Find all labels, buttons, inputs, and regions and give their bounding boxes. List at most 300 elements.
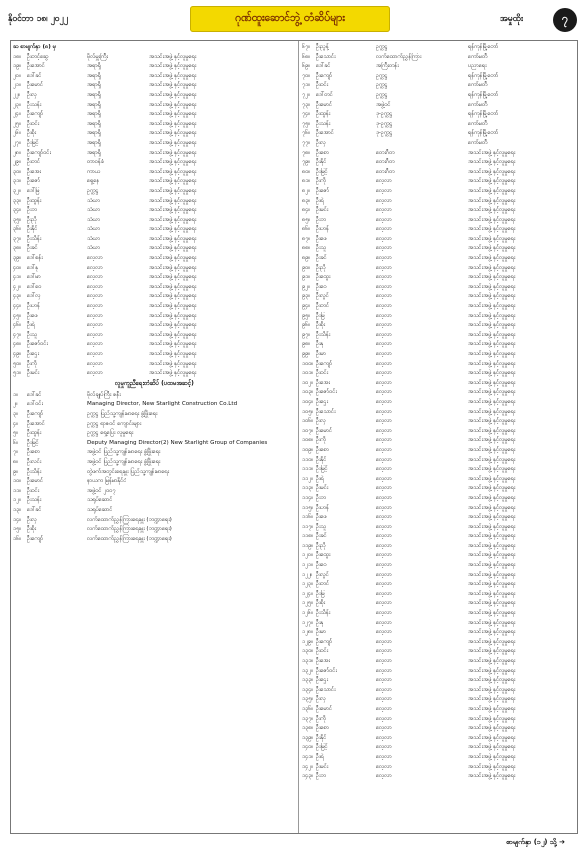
awardee-name: ဦးဖေ: [316, 514, 327, 521]
awardee-row: [302, 321, 575, 331]
awardee-organization: အသင်းအဖွဲ့ နှင့်လူမှုရေး: [468, 159, 516, 166]
awardee-name: ဦးကျော်ဝင်း: [27, 149, 51, 156]
awardee-name: ဦးဟန်: [27, 303, 40, 310]
entry-number: ၁၆။: [13, 535, 21, 542]
awardee-row: [302, 225, 575, 235]
awardee-row: [302, 484, 575, 494]
right-awardee-list: [302, 43, 575, 782]
awardee-name: ဦးခင်: [316, 533, 327, 540]
awardee-organization: အသင်းအဖွဲ့ နှင့်လူမှုရေး: [468, 456, 516, 463]
entry-number: ၁၄၃။: [302, 773, 314, 780]
award-entry: [13, 439, 296, 449]
awardee-title: လေ့လာ: [376, 456, 392, 463]
awardee-name: ဦးဝင်း: [316, 370, 329, 377]
awardee-description: ဥက္ကဋ္ဌ ပြည်သူ့ကျန်းမာရေး ဖွံ့ဖြိုးရေး: [87, 410, 158, 417]
awardee-row: [302, 695, 575, 705]
entry-number: ၈၂။: [302, 187, 310, 194]
awardee-description: လက်ထောက်ညွှန်ကြားရေးမှူး (ဘဏ္ဍာရေး): [87, 526, 172, 533]
awardee-row: [302, 551, 575, 561]
entry-number: ၁၁၈။: [302, 533, 314, 540]
awardee-title: အရာရှိ: [87, 82, 101, 89]
awardee-row: [13, 292, 296, 302]
entry-number: ၁၉။: [13, 63, 21, 70]
entry-number: ၁၂၈။: [302, 629, 313, 636]
awardee-name: ဦးကို: [316, 715, 326, 722]
awardee-name: ဦးလင်း: [27, 458, 42, 465]
awardee-title: အဖွဲ့ဝင်: [376, 101, 391, 108]
awardee-name: ဒေါ်ခင်: [316, 63, 331, 70]
awardee-row: [302, 724, 575, 734]
awardee-title: လေ့လာ: [376, 658, 392, 664]
awardee-title: လေ့လာ: [376, 571, 392, 578]
awardee-organization: အသင်းအဖွဲ့ နှင့်လူမှုရေး: [468, 360, 516, 367]
awardee-organization: အသင်းအဖွဲ့ နှင့်လူမှုရေး: [149, 63, 197, 70]
awardee-organization: အသင်းအဖွဲ့ နှင့်လူမှုရေး: [149, 226, 197, 233]
awardee-organization: အသင်းအဖွဲ့ နှင့်လူမှုရေး: [468, 533, 516, 540]
awardee-organization: အသင်းအဖွဲ့ နှင့်လူမှုရေး: [149, 139, 197, 146]
awardee-title: လေ့လာ: [376, 274, 392, 281]
awardee-title: လေ့လာ: [376, 744, 392, 751]
awardee-name: ဦးတင်: [316, 581, 330, 588]
awardee-title: လေ့လာ: [376, 370, 392, 377]
awardee-name: ဦးဝင်း: [27, 487, 40, 494]
awardee-row: [13, 110, 296, 120]
issue-date: နိုဝင်ဘာ ၁၈၊ ၂၀၂၂: [8, 14, 68, 24]
entry-number: ၄၈။: [13, 341, 22, 348]
awardee-name: ဦးထွေး: [316, 552, 331, 559]
entry-number: ၂၆။: [13, 130, 21, 137]
entry-number: ၂၅။: [13, 120, 21, 127]
entry-number: ၁၂၃။: [302, 581, 313, 588]
awardee-name: ဦးနိုင်: [316, 734, 327, 741]
awardee-title: တေးဂီတ: [376, 159, 395, 166]
entry-number: ၄၃။: [13, 293, 21, 300]
awardee-title: သံဃာ: [87, 207, 101, 214]
awardee-row: [13, 340, 296, 350]
awardee-name: ဦးမင်း: [316, 763, 329, 770]
entry-number: ၆၈။: [302, 53, 311, 60]
awardee-description: Managing Director, New Starlight Construction Co.Ltd: [87, 401, 238, 408]
entry-number: ၈၅။: [302, 216, 311, 223]
awardee-organization: အသင်းအဖွဲ့ နှင့်လူမှုရေး: [468, 744, 516, 751]
awardee-name: ဦးမြင့်: [316, 466, 328, 473]
entry-number: ၈၄။: [302, 207, 311, 214]
entry-number: ၃၀။: [13, 168, 21, 175]
entry-number: ၉၇။: [302, 331, 310, 338]
awardee-row: [302, 331, 575, 341]
left-award-entries: [13, 391, 296, 545]
awardee-name: ဒေါ်ခင်: [27, 72, 42, 79]
awardee-name: ဦးအေး: [27, 168, 41, 175]
awardee-name: ဦးကျော်: [27, 410, 44, 417]
awardee-name: ဦးမောင်: [316, 427, 333, 434]
award-entry: [13, 458, 296, 468]
awardee-name: ဦးဌေး: [27, 351, 40, 357]
awardee-name: ဦးစော: [316, 725, 330, 732]
awardee-row: [302, 292, 575, 302]
awardee-organization: အသင်းအဖွဲ့ နှင့်လူမှုရေး: [468, 600, 516, 607]
award-entry: [13, 400, 296, 410]
awardee-organization: ပညာရေး: [468, 63, 487, 70]
awardee-name: ဦးသောင်း: [316, 408, 336, 415]
awardee-row: [13, 302, 296, 312]
awardee-organization: အသင်းအဖွဲ့ နှင့်လူမှုရေး: [468, 629, 516, 636]
awardee-row: [13, 206, 296, 216]
awardee-name: ဦးဌေး: [316, 398, 329, 405]
awardee-title: လေ့လာ: [376, 408, 392, 415]
awardee-row: [302, 456, 575, 466]
entry-number: ၉၁။: [302, 274, 310, 281]
awardee-organization: အသင်းအဖွဲ့ နှင့်လူမှုရေး: [468, 446, 516, 453]
awardee-name: ဦးလွင်: [316, 293, 329, 300]
awardee-organization: အသင်းအဖွဲ့ နှင့်လူမှုရေး: [468, 245, 516, 252]
awardee-organization: အသင်းအဖွဲ့ နှင့်လူမှုရေး: [468, 610, 516, 617]
awardee-name: ဦးနု: [316, 619, 324, 626]
awardee-row: [302, 561, 575, 571]
left-column: [13, 43, 296, 544]
awardee-title: လေ့လာ: [376, 600, 392, 607]
awardee-organization: အသင်းအဖွဲ့ နှင့်လူမှုရေး: [468, 773, 516, 780]
awardee-organization: အသင်းအဖွဲ့ နှင့်လူမှုရေး: [149, 197, 197, 204]
entry-number: ၂၈။: [13, 149, 21, 156]
awardee-name: ဦးဇော်: [27, 178, 41, 185]
awardee-name: ဦးလှ: [316, 139, 326, 146]
awardee-organization: အသင်းအဖွဲ့ နှင့်လူမှုရေး: [468, 494, 516, 501]
awardee-organization: အသင်းအဖွဲ့ နှင့်လူမှုရေး: [149, 245, 197, 252]
awardee-row: [302, 158, 575, 168]
page-title-banner: ဂုဏ်ထူးဆောင်ဘွဲ့ တံဆိပ်များ: [190, 6, 390, 32]
entry-number: ၁၄။: [13, 516, 21, 523]
awardee-name: ဦးလှ: [27, 91, 37, 98]
awardee-name: ဦးဘ: [316, 216, 326, 223]
awardee-organization: အသင်းအဖွဲ့ နှင့်လူမှုရေး: [468, 581, 516, 588]
awardee-description: ဗိုလ်ချုပ်ကြီး ဇနီး: [87, 391, 121, 398]
awardee-name: ဦးအောင်: [27, 63, 45, 70]
awardee-organization: အသင်းအဖွဲ့ နှင့်လူမှုရေး: [149, 235, 197, 242]
awardee-name: ဦးမြင့်: [27, 139, 39, 146]
awardee-title: လေ့လာ: [376, 293, 392, 300]
awardee-organization: အသင်းအဖွဲ့ နှင့်လူမှုရေး: [149, 178, 197, 185]
awardee-row: [302, 273, 575, 283]
awardee-row: [302, 599, 575, 609]
entry-number: ၅။: [13, 430, 18, 437]
awardee-organization: အသင်းအဖွဲ့ နှင့်လူမှုရေး: [149, 341, 197, 348]
awardee-name: ဦးဘ: [27, 207, 37, 214]
awardee-title: လေ့လာ: [87, 293, 103, 300]
awardee-row: [13, 321, 296, 331]
awardee-row: [302, 763, 575, 773]
entry-number: ၁၂၂။: [302, 571, 313, 578]
entry-number: ၂။: [13, 401, 18, 408]
awardee-row: [302, 388, 575, 398]
award-entry: [13, 487, 296, 497]
entry-number: ၁၁၅။: [302, 504, 314, 511]
awardee-title: လေ့လာ: [376, 351, 392, 357]
awardee-organization: အသင်းအဖွဲ့ နှင့်လူမှုရေး: [468, 264, 516, 271]
entry-number: ၁၂၅။: [302, 600, 313, 607]
awardee-organization: အသင်းအဖွဲ့ နှင့်လူမှုရေး: [468, 283, 516, 290]
awardee-organization: အသင်းအဖွဲ့ နှင့်လူမှုရေး: [149, 130, 197, 137]
entry-number: ၁၁၃။: [302, 485, 314, 492]
awardee-row: [13, 120, 296, 130]
awardee-title: လေ့လာ: [376, 677, 392, 684]
awardee-title: လေ့လာ: [376, 389, 392, 396]
awardee-name: ဦးသူ: [316, 245, 326, 252]
awardee-organization: အသင်းအဖွဲ့ နှင့်လူမှုရေး: [468, 312, 516, 319]
awardee-name: ဦးသန်း: [27, 101, 42, 108]
awardee-title: လေ့လာ: [376, 226, 392, 233]
awardee-name: ဦးသိန်း: [316, 610, 331, 617]
awardee-organization: အသင်းအဖွဲ့ နှင့်လူမှုရေး: [468, 590, 516, 597]
awardee-description: သရုပ်ဆောင်: [87, 506, 113, 513]
awardee-row: [302, 408, 575, 418]
entry-number: ၄၀။: [13, 264, 21, 271]
awardee-organization: အသင်းအဖွဲ့ နှင့်လူမှုရေး: [149, 283, 197, 290]
awardee-name: ဦးကျော်: [316, 72, 333, 79]
awardee-name: ဦးစော: [316, 149, 330, 156]
awardee-row: [302, 542, 575, 552]
awardee-organization: အသင်းအဖွဲ့ နှင့်လူမှုရေး: [468, 763, 516, 770]
awardee-name: ဦးတင့်ဆွေ: [27, 53, 49, 60]
awardee-title: လေ့လာ: [376, 207, 392, 214]
awardee-row: [302, 283, 575, 293]
awardee-name: ဦးလှ: [27, 516, 37, 523]
awardee-row: [13, 369, 296, 379]
awardee-name: ဦးသိန်း: [316, 331, 331, 338]
awardee-row: [13, 72, 296, 82]
awardee-organization: အသင်းအဖွဲ့ နှင့်လူမှုရေး: [468, 552, 516, 559]
awardee-organization: ရန်ကုန်မြို့တော်: [468, 130, 499, 137]
awardee-name: ဦးနိုင်: [27, 226, 38, 233]
awardee-name: ဦးဇော်ဝင်း: [316, 667, 337, 674]
awardee-title: လေ့လာ: [376, 705, 392, 712]
awardee-title: တာဝန်ခံ: [87, 159, 104, 166]
entry-number: ၁၅။: [13, 526, 21, 533]
awardee-title: လေ့လာ: [376, 466, 392, 473]
awardee-title: ဥက္ကဋ္ဌ: [87, 187, 99, 194]
awardee-title: လေ့လာ: [376, 590, 392, 597]
awardee-title: သံဃာ: [87, 226, 101, 233]
awardee-title: အရာရှိ: [87, 139, 101, 146]
entry-number: ၄၉။: [13, 351, 21, 357]
awardee-organization: အသင်းအဖွဲ့ နှင့်လူမှုရေး: [468, 475, 516, 482]
awardee-name: ဦးမာ: [316, 629, 327, 636]
awardee-organization: အသင်းအဖွဲ့ နှင့်လူမှုရေး: [149, 351, 197, 357]
awardee-name: ဦးထွေး: [316, 274, 331, 281]
awardee-title: အရာရှိ: [87, 111, 101, 118]
awardee-name: ဦးဝင်း: [316, 648, 329, 655]
entry-number: ၆။: [13, 439, 18, 446]
awardee-name: ဦးဘ: [316, 494, 326, 501]
awardee-row: [302, 360, 575, 370]
awardee-title: တေးဂီတ: [376, 149, 395, 156]
awardee-row: [13, 283, 296, 293]
awardee-organization: အသင်းအဖွဲ့ နှင့်လူမှုရေး: [468, 542, 516, 549]
awardee-name: ဒေါ်မြ: [27, 187, 40, 194]
awardee-name: ဦးဝေ: [316, 283, 327, 290]
right-column: [302, 43, 575, 782]
awardee-row: [302, 590, 575, 600]
awardee-name: ဦးသောင်း: [316, 686, 336, 693]
awardee-row: [302, 427, 575, 437]
awardee-title: လေ့လာ: [376, 763, 392, 770]
entry-number: ၂၇။: [13, 139, 21, 146]
awardee-row: [13, 101, 296, 111]
awardee-organization: အသင်းအဖွဲ့ နှင့်လူမှုရေး: [149, 168, 197, 175]
entry-number: ၁၁၁။: [302, 466, 314, 473]
awardee-organization: ကော်မတီ: [468, 101, 488, 108]
awardee-organization: အသင်းအဖွဲ့ နှင့်လူမှုရေး: [468, 207, 516, 214]
awardee-title: လေ့လာ: [87, 283, 103, 290]
entry-number: ၃၂။: [13, 187, 21, 194]
awardee-organization: ရန်ကုန်မြို့တော်: [468, 91, 499, 98]
entry-number: ၇၃။: [302, 101, 310, 108]
entry-number: ၈၇။: [302, 235, 311, 242]
awardee-name: ဦးနိုင်: [316, 159, 327, 166]
awardee-organization: အသင်းအဖွဲ့ နှင့်လူမှုရေး: [468, 274, 516, 281]
awardee-organization: အသင်းအဖွဲ့ နှင့်လူမှုရေး: [149, 264, 197, 271]
entry-number: ၁၁။: [13, 487, 21, 494]
awardee-organization: အသင်းအဖွဲ့ နှင့်လူမှုရေး: [468, 485, 516, 492]
awardee-title: လေ့လာ: [376, 667, 392, 674]
awardee-title: လေ့လာ: [376, 398, 392, 405]
awardee-title: လေ့လာ: [376, 283, 392, 290]
awardee-title: ဒု-ဥက္ကဋ္ဌ: [376, 120, 393, 127]
entry-number: ၄၄။: [13, 303, 21, 310]
awardee-row: [302, 206, 575, 216]
awardee-name: ဒေါ်ဝေ: [27, 283, 42, 290]
awardee-title: လေ့လာ: [87, 331, 103, 338]
award-entry: [13, 420, 296, 430]
awardee-row: [302, 619, 575, 629]
awardee-name: ဦးမြင့်: [316, 168, 328, 175]
entry-number: ၃၄။: [13, 207, 21, 214]
entry-number: ၉၃။: [302, 293, 310, 300]
entry-number: ၁၂၇။: [302, 619, 313, 626]
entry-number: ၃၃။: [13, 197, 21, 204]
awardee-title: လေ့လာ: [376, 437, 392, 444]
awardee-row: [302, 523, 575, 533]
awardee-title: လေ့လာ: [87, 264, 103, 271]
awardee-name: ဦးကို: [27, 360, 37, 367]
awardee-name: ဦးဇော်ဝင်း: [316, 389, 337, 396]
entry-number: ၁၀၈။: [302, 437, 314, 444]
awardee-name: ဦးဇော်ဝင်း: [27, 341, 48, 348]
awardee-name: ဦးစော: [316, 446, 330, 453]
entry-number: ၁၁၇။: [302, 523, 314, 530]
awardee-name: ဒေါ်နု: [27, 264, 39, 271]
awardee-row: [302, 187, 575, 197]
awardee-row: [302, 340, 575, 350]
awardee-title: ဗိုလ်မှူးကြီး: [87, 53, 108, 60]
continued-heading: [13, 43, 296, 53]
awardee-title: လေ့လာ: [87, 312, 103, 319]
awardee-row: [302, 91, 575, 101]
entry-number: ၈။: [13, 458, 18, 465]
awardee-title: အကြီးတန်း: [376, 63, 399, 70]
awardee-row: [302, 379, 575, 389]
awardee-name: ဒေါ်ခင်: [27, 506, 42, 513]
awardee-organization: အသင်းအဖွဲ့ နှင့်လူမှုရေး: [468, 504, 516, 511]
awardee-organization: ကော်မတီ: [468, 120, 488, 127]
awardee-description: Deputy Managing Director(2) New Starlight Group of Companies: [87, 439, 268, 446]
entry-number: ၃၇။: [13, 235, 21, 242]
awardee-title: လေ့လာ: [376, 629, 392, 636]
awardee-organization: အသင်းအဖွဲ့ နှင့်လူမှုရေး: [149, 370, 197, 377]
section-label: အမှုထိုး: [500, 14, 524, 24]
awardee-title: အရာရှိ: [87, 72, 101, 79]
awardee-title: တေးဂီတ: [376, 168, 395, 175]
awardee-organization: အသင်းအဖွဲ့ နှင့်လူမှုရေး: [468, 322, 516, 329]
awardee-row: [13, 235, 296, 245]
awardee-row: [302, 676, 575, 686]
awardee-organization: အသင်းအဖွဲ့ နှင့်လူမှုရေး: [149, 207, 197, 214]
awardee-row: [302, 532, 575, 542]
awardee-title: ဒု-ဥက္ကဋ္ဌ: [376, 130, 393, 137]
awardee-row: [302, 686, 575, 696]
awardee-description: လက်ထောက်ညွှန်ကြားရေးမှူး (ဘဏ္ဍာရေး): [87, 516, 172, 523]
award-entry: [13, 477, 296, 487]
awardee-title: လေ့လာ: [376, 533, 392, 540]
entry-number: ၁၂၉။: [302, 638, 313, 645]
awardee-title: လေ့လာ: [376, 648, 392, 655]
awardee-title: လေ့လာ: [376, 427, 392, 434]
awardee-row: [13, 350, 296, 360]
awardee-row: [13, 225, 296, 235]
awardee-name: ဦးစိုး: [27, 526, 37, 533]
awardee-title: လေ့လာ: [376, 475, 392, 482]
awardee-title: လေ့လာ: [376, 341, 392, 348]
awardee-row: [302, 197, 575, 207]
awardee-organization: အသင်းအဖွဲ့ နှင့်လူမှုရေး: [468, 351, 516, 357]
awardee-row: [302, 446, 575, 456]
entry-number: ၁၃၀။: [302, 648, 314, 655]
awardee-title: လေ့လာ: [376, 322, 392, 329]
awardee-name: ဦးလှ: [316, 418, 326, 425]
entry-number: ၄၇။: [13, 331, 21, 338]
entry-number: ၈၃။: [302, 197, 311, 204]
awardee-title: လေ့လာ: [376, 331, 392, 338]
awardee-title: အရာရှိ: [87, 130, 101, 137]
entry-number: ၃။: [13, 410, 18, 417]
awardee-row: [13, 168, 296, 178]
awardee-organization: အသင်းအဖွဲ့ နှင့်လူမှုရေး: [468, 149, 516, 156]
awardee-organization: အသင်းအဖွဲ့ နှင့်လူမှုရေး: [468, 303, 516, 310]
entry-number: ၁၀၁။: [302, 370, 314, 377]
awardee-title: သံဃာ: [87, 216, 101, 223]
awardee-title: လေ့လာ: [376, 552, 392, 559]
entry-number: ၅၁။: [13, 370, 21, 377]
awardee-description: နာယက မြန်မာနိုင်ငံ: [87, 478, 127, 485]
awardee-row: [302, 72, 575, 82]
awardee-organization: အသင်းအဖွဲ့ နှင့်လူမှုရေး: [468, 658, 516, 664]
awardee-title: လေ့လာ: [376, 638, 392, 645]
awardee-name: ဦးနု: [316, 341, 324, 348]
awardee-row: [302, 571, 575, 581]
awardee-name: ဦးမင်း: [27, 370, 40, 377]
awardee-title: ရှေ့နေ: [87, 178, 100, 185]
entry-number: ၉၉။: [302, 351, 310, 357]
entry-number: ၉၅။: [302, 312, 310, 319]
entry-number: ၈၈။: [302, 245, 311, 252]
awardee-row: [302, 657, 575, 667]
awardee-name: ဦးဟန်: [316, 226, 329, 233]
awardee-name: ဒေါ်မာ: [27, 274, 41, 281]
awardee-name: ဦးစိုး: [316, 600, 326, 607]
awardee-name: ဦးဟန်: [316, 504, 329, 511]
awardee-title: ဥက္ကဋ္ဌ: [376, 72, 388, 79]
awardee-row: [302, 62, 575, 72]
